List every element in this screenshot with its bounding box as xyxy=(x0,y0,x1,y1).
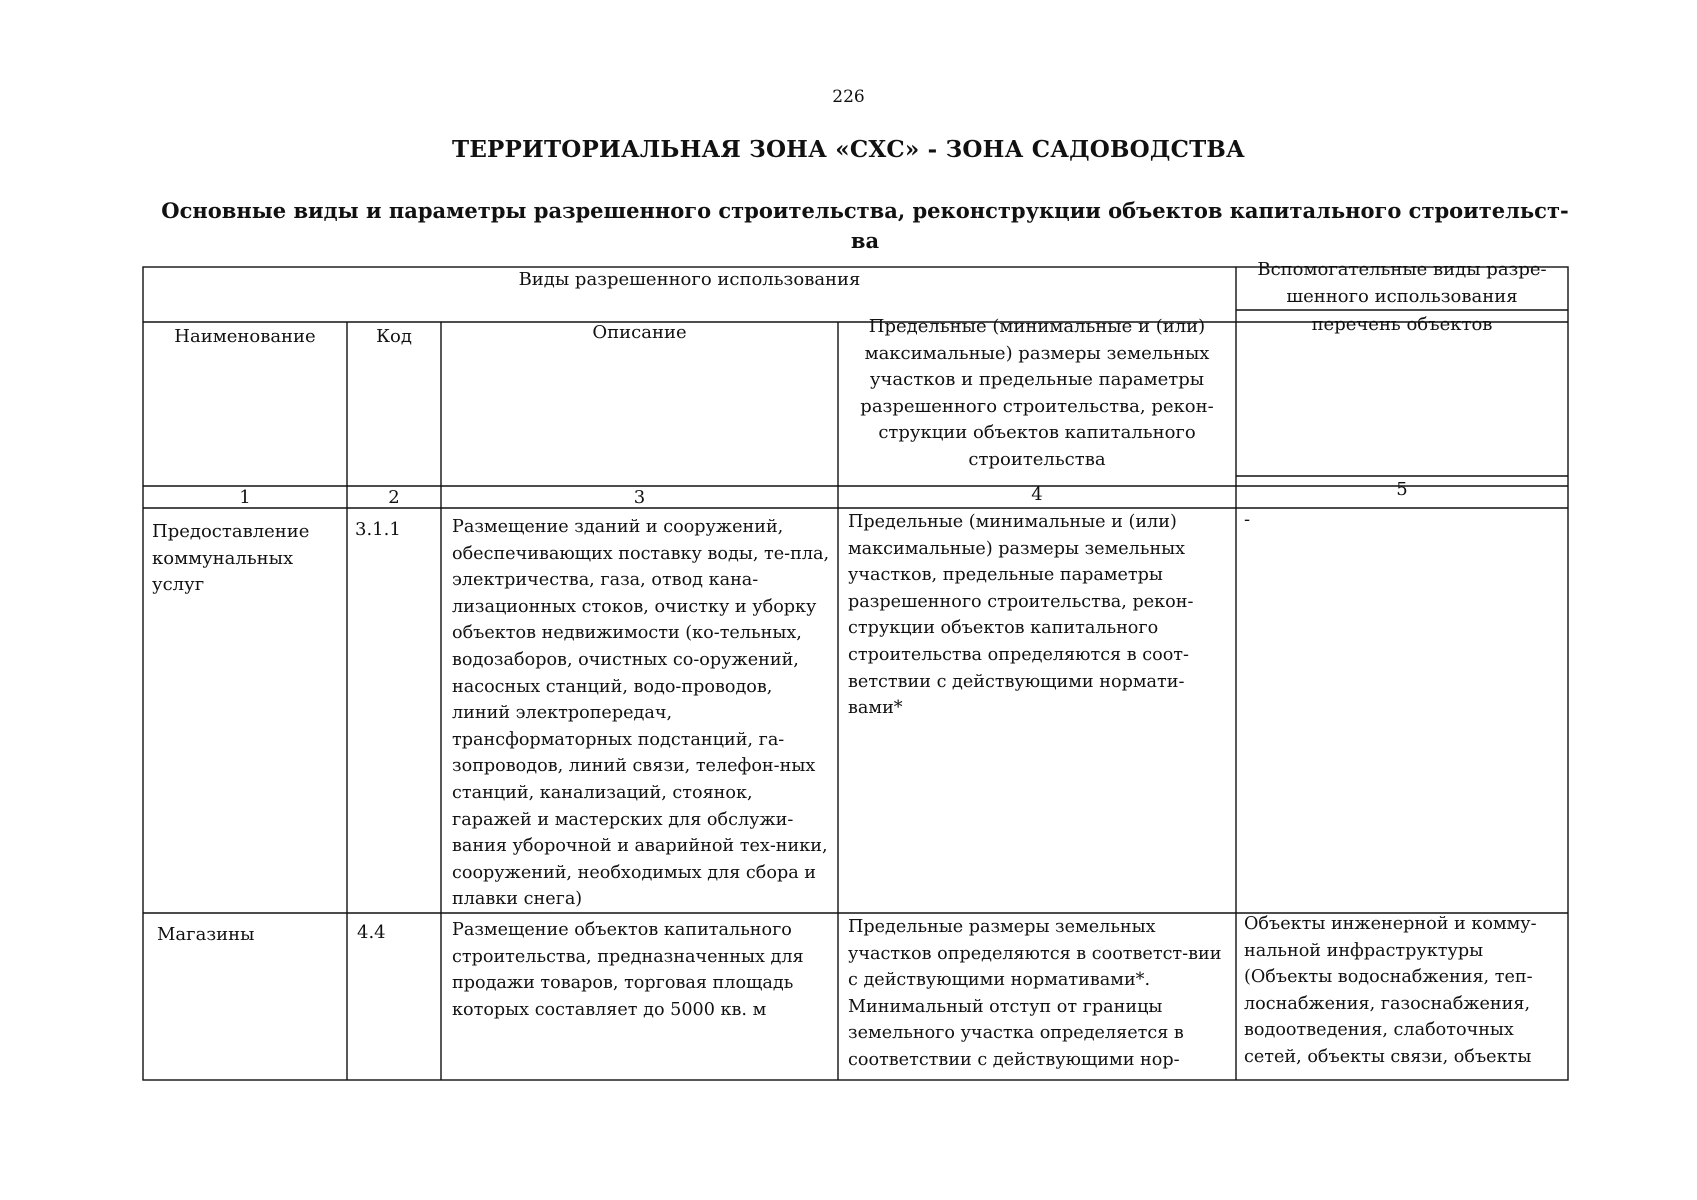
section-title-line1: Основные виды и параметры разрешенного строительства, реконструкции объектов капитального строительст- xyxy=(161,198,1569,223)
row-limits: Предельные размеры земельных участков определяются в соответст-вии с действующими нормативами*. Минимальный отступ от границы земельного участка определяется в соответствии с действующими нор- xyxy=(848,917,1222,1070)
column-number-5: 5 xyxy=(1396,479,1408,500)
row-code: 4.4 xyxy=(357,922,386,943)
page-number: 226 xyxy=(832,87,865,107)
row-aux: Объекты инженерной и комму-нальной инфраструктуры (Объекты водоснабжения, теп-лоснабжения, газоснабжения, водоотведения, слаботочных сетей, объекты связи, объекты xyxy=(1244,914,1537,1067)
row-description: Размещение объектов капитального строительства, предназначенных для продажи товаров, торговая площадь которых составляет до 5000 кв. м xyxy=(452,920,804,1020)
column-header-code: Код xyxy=(376,326,412,347)
column-header-aux-list: перечень объектов xyxy=(1311,314,1493,335)
row-limits: Предельные (минимальные и (или) максимальные) размеры земельных участков, предельные параметры разрешенного строительства, рекон-струкции объектов капитального строительства определяются в соот-ветствии с действующими нормати-вами* xyxy=(848,512,1194,719)
row-aux: - xyxy=(1244,509,1251,530)
row-name: Магазины xyxy=(157,924,255,945)
column-header-limits: Предельные (минимальные и (или) максимальные) размеры земельных участков и предельные параметры разрешенного строительства, рекон-струкции объектов капитального строительства xyxy=(860,316,1214,470)
section-title-line2: ва xyxy=(850,228,880,253)
group-header-aux: Вспомогательные виды разре-шенного использования xyxy=(1257,259,1547,307)
row-description: Размещение зданий и сооружений, обеспечивающих поставку воды, те-пла, электричества, газа, отвод кана-лизационных стоков, очистку и уборку объектов недвижимости (ко-тельных, водозаборов, очистных со-оружений, насосных станций, водо-проводов, линий электропередач, трансформаторных подстанций, га-зопроводов, линий связи, телефон-ных станций, канализаций, стоянок, гаражей и мастерских для обслужи-вания уборочной и аварийной тех-ники, сооружений, необходимых для сбора и плавки снега) xyxy=(452,517,830,910)
column-number-3: 3 xyxy=(633,487,646,508)
column-number-1: 1 xyxy=(239,487,251,508)
column-header-description: Описание xyxy=(592,322,687,343)
row-code: 3.1.1 xyxy=(355,519,401,540)
zone-title: ТЕРРИТОРИАЛЬНАЯ ЗОНА «СХС» - ЗОНА САДОВОДСТВА xyxy=(452,136,1245,163)
group-header-main: Виды разрешенного использования xyxy=(518,269,861,290)
column-header-name: Наименование xyxy=(174,326,316,347)
column-number-4: 4 xyxy=(1031,484,1043,505)
column-number-2: 2 xyxy=(388,487,400,508)
row-name: Предоставление коммунальных услуг xyxy=(152,521,310,596)
